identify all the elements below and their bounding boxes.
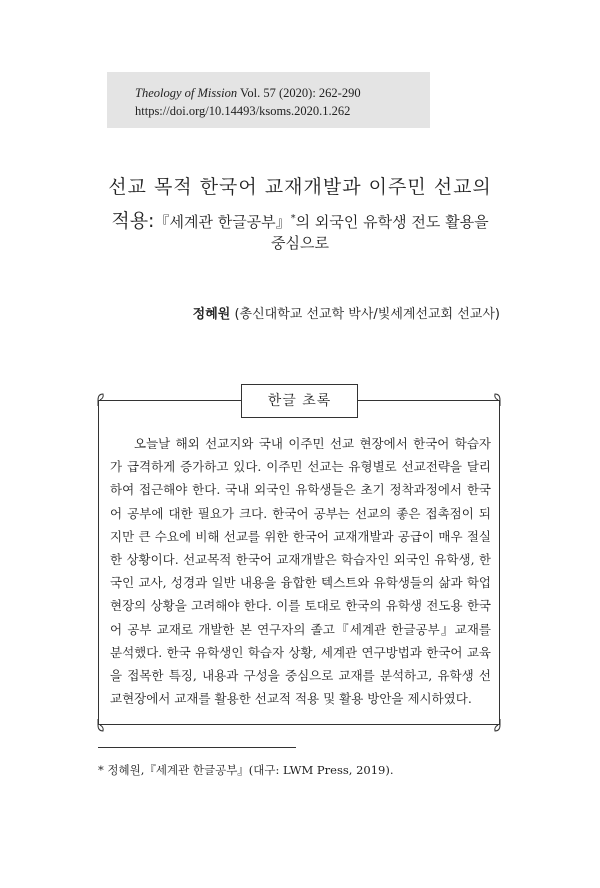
- author-line: [193, 303, 500, 322]
- journal-name: Theology of Mission: [135, 86, 238, 100]
- paper-title-line2: [40, 206, 560, 233]
- journal-doi: https://doi.org/10.14493/ksoms.2020.1.262: [135, 104, 351, 118]
- scroll-curl-bottom-right-icon: [493, 718, 507, 732]
- scroll-curl-bottom-left-icon: [91, 718, 105, 732]
- footnote-text: * 정혜원,『세계관 한글공부』(대구: LWM Press, 2019).: [98, 763, 394, 777]
- journal-citation: Vol. 57 (2020): 262-290: [240, 86, 361, 100]
- paper-title-line3: 중심으로: [271, 234, 329, 252]
- paper-title-prefix: 적용:: [111, 210, 155, 232]
- footnote-marker: *: [290, 213, 296, 224]
- scroll-curl-top-right-icon: [493, 393, 507, 407]
- journal-info-box: [107, 72, 430, 128]
- author-affiliation: (총신대학교 선교학 박사/빛세계선교회 선교사): [234, 307, 500, 322]
- footnote-divider: [98, 747, 296, 748]
- abstract-heading: 한글 초록: [241, 384, 358, 418]
- paper-title-line1: 선교 목적 한국어 교재개발과 이주민 선교의: [108, 176, 492, 198]
- scroll-curl-top-left-icon: [91, 393, 105, 407]
- paper-title-book: 『세계관 한글공부』: [154, 213, 291, 231]
- abstract-body: 오늘날 해외 선교지와 국내 이주민 선교 현장에서 한국어 학습자가 급격하게 증가하고 있다. 이주민 선교는 유형별로 선교전략을 달리하여 접근해야 한다. 국내 외국인 유학생들은 초기 정착과정에서 한국어 공부에 대한 필요가 크다. 한국어 공부는 선교의 좋은 접촉점이 되지만 큰 수요에 비해 선교를 위한 한국어 교재개발과 공급이 매우 절실한 상황이다. 선교목적 한국어 교재개발은 학습자인 외국인 유학생, 한국인 교사, 성경과 일반 내용을 융합한 텍스트와 유학생들의 삶과 학업 현장의 상황을 고려해야 한다. 이를 토대로 한국의 유학생 전도용 한국어 공부 교재로 개발한 본 연구자의 졸고『세계관 한글공부』교재를 분석했다. 한국 유학생인 학습자 상황, 세계관 연구방법과 한국어 교육을 접목한 특징, 내용과 구성을 중심으로 교재를 분석하고, 유학생 선교현장에서 교재를 활용한 선교적 적용 및 활용 방안을 제시하였다.: [110, 436, 491, 707]
- journal-citation-line: [135, 84, 430, 102]
- author-name: 정혜원: [192, 307, 231, 322]
- paper-title-suffix: 의 외국인 유학생 전도 활용을: [295, 213, 489, 231]
